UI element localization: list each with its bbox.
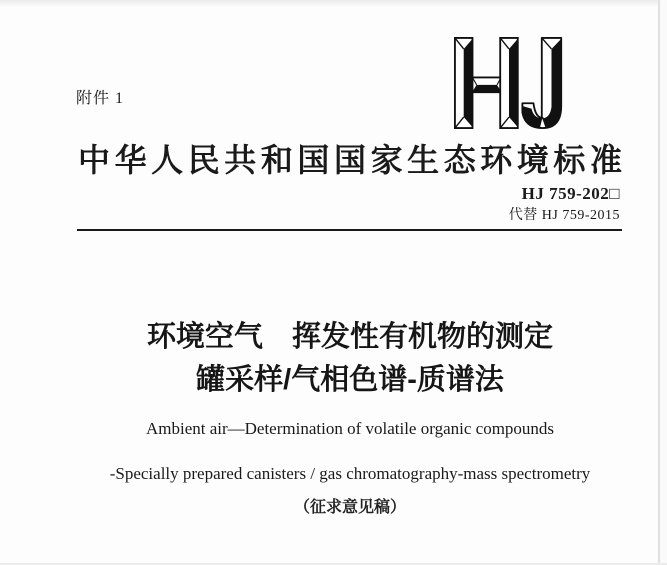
- standard-number: HJ 759-202□: [521, 184, 620, 203]
- replaces-note: 代替 HJ 759-2015: [508, 208, 620, 223]
- title-cn-line2: 罐采样/气相色谱-质谱法: [196, 364, 504, 396]
- scan-right-margin: [660, 0, 667, 565]
- title-en-line2: -Specially prepared canisters / gas chromatography-mass spectrometry: [109, 464, 591, 483]
- title-cn-line1: 环境空气 挥发性有机物的测定: [146, 321, 553, 353]
- standard-number-block: [509, 183, 620, 226]
- page-edge-line: [658, 0, 660, 565]
- draft-note: （征求意见稿）: [293, 499, 406, 516]
- attachment-label: 附件 1: [76, 90, 125, 107]
- hj-logo-icon: [454, 37, 588, 129]
- header-divider-rule: [77, 229, 622, 231]
- national-standard-heading: 中华人民共和国国家生态环境标准: [78, 142, 622, 178]
- document-title-cn: [78, 316, 622, 402]
- title-en-line1: Ambient air—Determination of volatile organic compounds: [145, 419, 555, 438]
- scan-top-shade: [0, 0, 667, 7]
